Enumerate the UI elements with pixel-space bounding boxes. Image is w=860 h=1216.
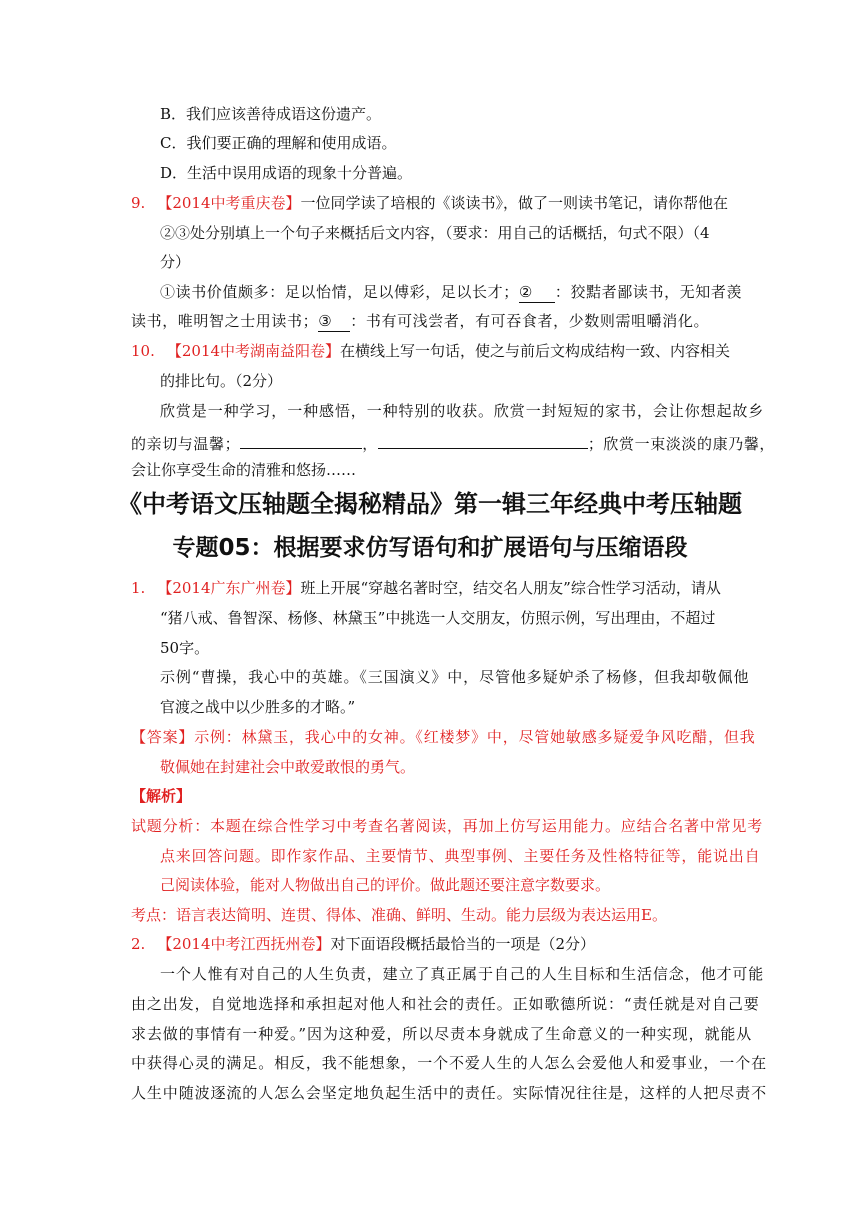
q10-source: 【2014中考湖南益阳卷】	[166, 342, 341, 360]
q1-points: 考点：语言表达简明、连贯、得体、准确、鲜明、生动。能力层级为表达运用E。	[131, 906, 667, 924]
q2-passage-line-3: 求去做的事情有一种爱。”因为这种爱，所以尽责本身就成了生命意义的一种实现，就能从	[131, 1025, 753, 1043]
option-b: B．我们应该善待成语这份遗产。	[160, 105, 382, 123]
q10-blank-1	[240, 431, 362, 449]
q9-source: 【2014中考重庆卷】	[157, 194, 301, 212]
q9-stem-line-2: ②③处分别填上一个句子来概括后文内容，（要求：用自己的话概括，句式不限）（4	[160, 224, 710, 242]
q10-stem-line-2: 的排比句。（2分）	[160, 372, 283, 390]
q1-example-line-1: 示例“曹操，我心中的英雄。《三国演义》中，尽管他多疑妒杀了杨修，但我却敬佩他	[160, 668, 750, 686]
q10-text-line-1: 欣赏是一种学习，一种感悟，一种特别的收获。欣赏一封短短的家书，会让你想起故乡	[160, 402, 765, 420]
q2-source: 【2014中考江西抚州卷】	[157, 935, 331, 953]
q1-stem-line-3: 50字。	[160, 639, 210, 657]
q2-stem: 对下面语段概括最恰当的一项是（2分）	[330, 935, 596, 953]
q9-note-line-2	[131, 311, 709, 332]
q1-number: 1.	[131, 579, 146, 597]
q9-number: 9.	[131, 194, 146, 212]
q2-passage-line-5: 人生中随波逐流的人怎么会坚定地负起生活中的责任。实际情况往往是，这样的人把尽责不	[131, 1084, 768, 1102]
q9-stem-line-3: 分）	[160, 253, 191, 271]
q2-passage-line-1: 一个人惟有对自己的人生负责，建立了真正属于自己的人生目标和生活信念，他才可能	[160, 965, 765, 983]
q2-stem-line	[131, 934, 595, 954]
q9-blank-3: ③	[318, 311, 350, 332]
q9-note-text: ①读书价值颇多：足以怡情，足以傅彩，足以长才；	[160, 283, 519, 301]
series-title: 《中考语文压轴题全揭秘精品》第一辑三年经典中考压轴题	[118, 490, 742, 518]
q1-analysis-line-1: 试题分析：本题在综合性学习中考查名著阅读，再加上仿写运用能力。应结合名著中常见考	[131, 817, 764, 835]
q1-stem-line-2: “猪八戒、鲁智深、杨修、林黛玉”中挑选一人交朋友，仿照示例，写出理由，不超过	[160, 609, 716, 627]
option-c: C．我们要正确的理解和使用成语。	[160, 134, 397, 152]
q1-answer-line-1: 【答案】示例：林黛玉，我心中的女神。《红楼梦》中，尽管她敏感多疑爱争风吃醋，但我	[131, 728, 756, 746]
q10-stem-line-1	[131, 341, 730, 361]
q1-analysis-line-3: 己阅读体验，能对人物做出自己的评价。做此题还要注意字数要求。	[160, 876, 611, 894]
q2-number: 2.	[131, 935, 146, 953]
option-d: D．生活中误用成语的现象十分普遍。	[160, 164, 413, 182]
q1-source: 【2014广东广州卷】	[157, 579, 301, 597]
q1-example-line-2: 官渡之战中以少胜多的才略。”	[160, 698, 356, 716]
q1-stem-line-1	[131, 578, 721, 598]
q10-stem: 在横线上写一句话，使之与前后文构成结构一致、内容相关	[340, 342, 731, 360]
q2-passage-line-2: 由之出发，自觉地选择和承担起对他人和社会的责任。正如歌德所说：“责任就是对自己要	[131, 995, 760, 1013]
q10-text-line-2: 的亲切与温馨； ， ；欣赏一束淡淡的康乃馨，	[131, 431, 775, 454]
q9-stem-line-1	[131, 193, 728, 213]
q10-number: 10.	[131, 342, 155, 360]
q9-note-text-4: ：书有可浅尝者，有可吞食者，少数则需咀嚼消化。	[350, 312, 710, 330]
q9-blank-2: ②	[519, 282, 555, 303]
q10-blank-2	[378, 431, 588, 449]
q9-note-text-3: 读书，唯明智之士用读书；	[131, 312, 319, 330]
q1-stem: 班上开展“穿越名著时空，结交名人朋友”综合性学习活动，请从	[300, 579, 721, 597]
q10-text-line-3: 会让你享受生命的清雅和悠扬……	[131, 461, 357, 479]
q9-note-text-2: ：狡黠者鄙读书，无知者羡	[554, 283, 743, 301]
q2-passage-line-4: 中获得心灵的满足。相反，我不能想象，一个不爱人生的人怎么会爱他人和爱事业，一个在	[131, 1054, 768, 1072]
q9-note-line-1	[160, 282, 742, 303]
topic-title: 专题05：根据要求仿写语句和扩展语句与压缩语段	[172, 535, 688, 561]
q9-stem: 一位同学读了培根的《谈读书》，做了一则读书笔记，请你帮他在	[300, 194, 729, 212]
q1-analysis-label: 【解析】	[131, 787, 192, 805]
q1-answer-line-2: 敬佩她在封建社会中敢爱敢恨的勇气。	[160, 758, 416, 776]
q1-analysis-line-2: 点来回答问题。即作家作品、主要情节、典型事例、主要任务及性格特征等，能说出自	[160, 847, 761, 865]
